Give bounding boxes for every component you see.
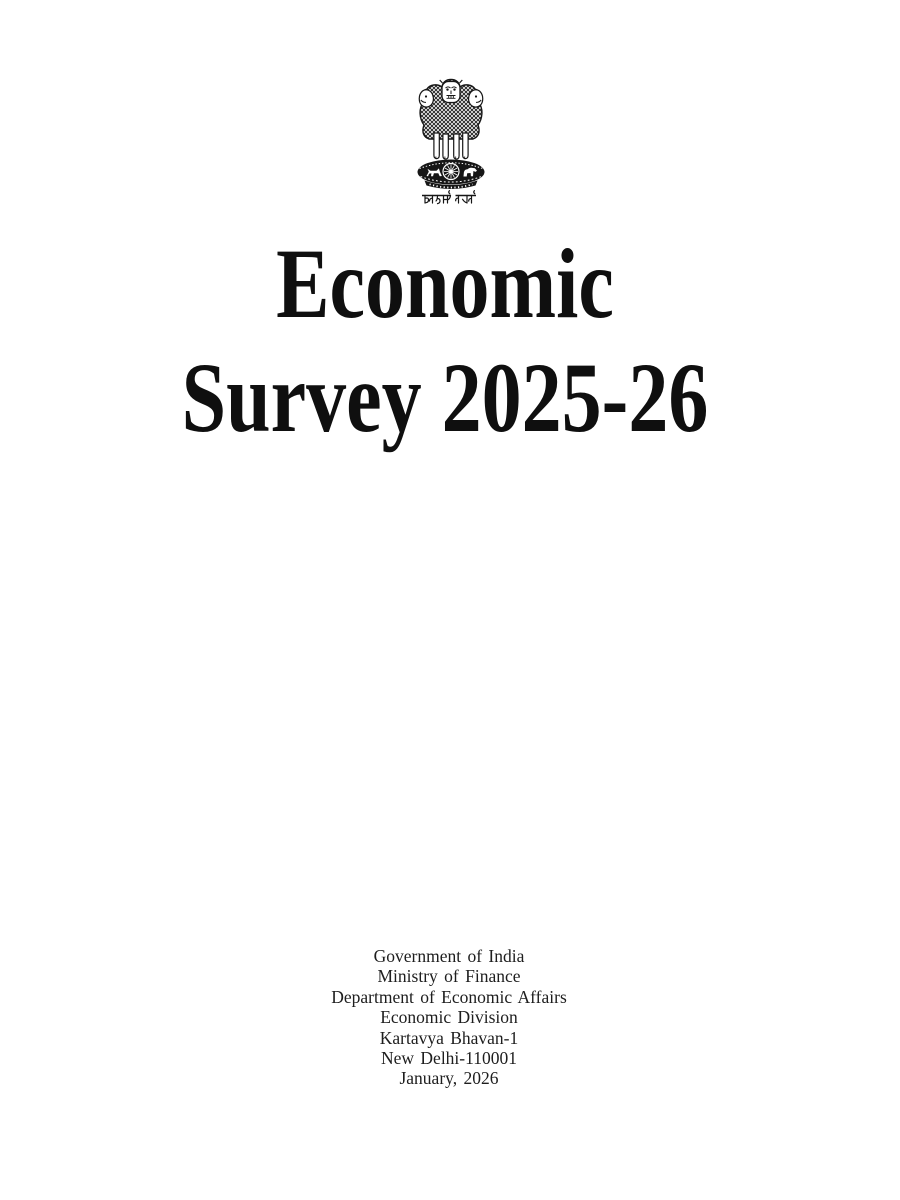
title-line-2: Survey 2025-26 (181, 342, 709, 453)
imprint-line-date: January, 2026 (399, 1068, 499, 1089)
imprint-line-city: New Delhi-110001 (381, 1048, 517, 1069)
imprint-line-department: Department of Economic Affairs (331, 986, 567, 1007)
imprint-block (0, 946, 898, 1089)
document-title (89, 227, 801, 455)
imprint-line-division: Economic Division (380, 1007, 518, 1028)
lion-capital-graphic (406, 76, 496, 208)
imprint-line-building: Kartavya Bhavan-1 (379, 1027, 519, 1048)
title-line-1: Economic (276, 228, 614, 339)
imprint-line-government: Government of India (373, 946, 525, 966)
imprint-line-ministry: Ministry of Finance (377, 966, 521, 987)
state-emblem-icon (406, 76, 496, 208)
